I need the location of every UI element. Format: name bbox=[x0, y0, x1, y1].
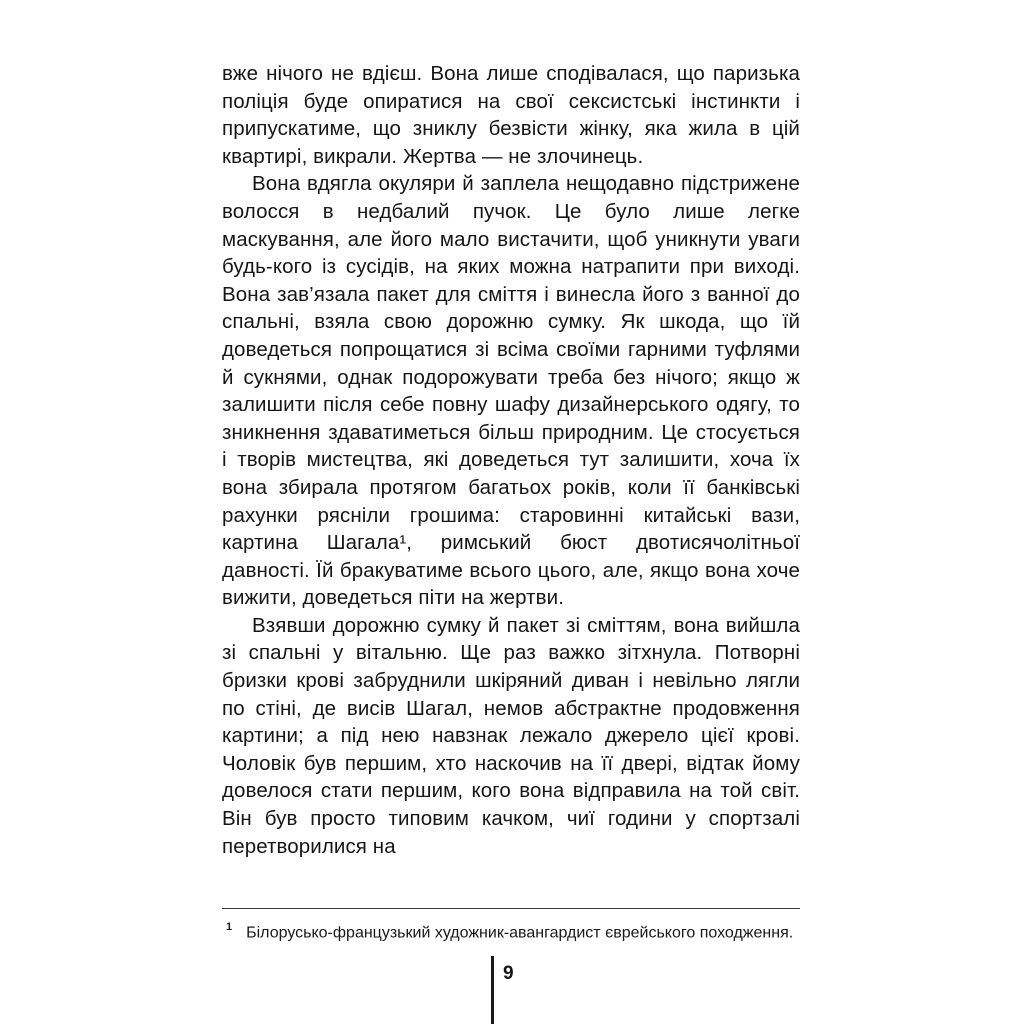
footnote-text: Білорусько-французький художник-авангардист єврейського походження. bbox=[246, 924, 794, 942]
footnote-marker: 1 bbox=[226, 921, 233, 933]
paragraph: Вона вдягла окуляри й заплела нещодавно підстрижене волосся в недбалий пучок. Це було лише легке маскування, але його мало вистачити, щоб уникнути уваги будь-кого із сусідів, на яких можна натрапити при виході. Вона зав’язала пакет для сміття і винесла його з ванної до спальні, взяла свою дорожню сумку. Як шкода, що їй доведеться попрощатися зі всіма своїми гарними туфлями й сукнями, однак подорожувати треба без нічого; якщо ж залишити після себе повну шафу дизайнерського одягу, то зникнення здаватиметься більш природним. Це стосується і творів мистецтва, які доведеться тут залишити, хоча їх вона збирала протягом багатьох років, коли її банківські рахунки рясніли грошима: старовинні китайські вази, картина Шагала¹, римський бюст двотисячолітньої давності. Їй бракуватиме всього цього, але, якщо вона хоче вижити, доведеться піти на жертви. bbox=[222, 172, 800, 610]
page-number: 9 bbox=[503, 963, 514, 984]
footnote-area bbox=[222, 908, 800, 943]
binding-crease-line bbox=[491, 956, 494, 1024]
paragraph: Взявши дорожню сумку й пакет зі сміттям, вона вийшла зі спальні у вітальню. Ще раз важко зітхнула. Потворні бризки крові забруднили шкіряний диван і невільно лягли по стіні, де висів Шагал, немов абстрактне продовження картини; а під нею навзнак лежало джерело цієї крові. Чоловік був першим, хто наскочив на її двері, відтак йому довелося стати першим, кого вона відправила на той світ. Він був просто типовим качком, чиї години у спортзалі перетворилися на bbox=[222, 613, 800, 858]
body-text bbox=[222, 60, 800, 860]
paragraph-continuation: вже нічого не вдієш. Вона лише сподівалася, що паризька поліція буде опиратися на свої сексистські інстинкти і припускатиме, що зниклу безвісти жінку, яка жила в цій квартирі, викрали. Жертва — не злочинець. bbox=[222, 62, 800, 168]
footnote bbox=[226, 918, 800, 943]
footnote-separator-line bbox=[222, 908, 800, 909]
